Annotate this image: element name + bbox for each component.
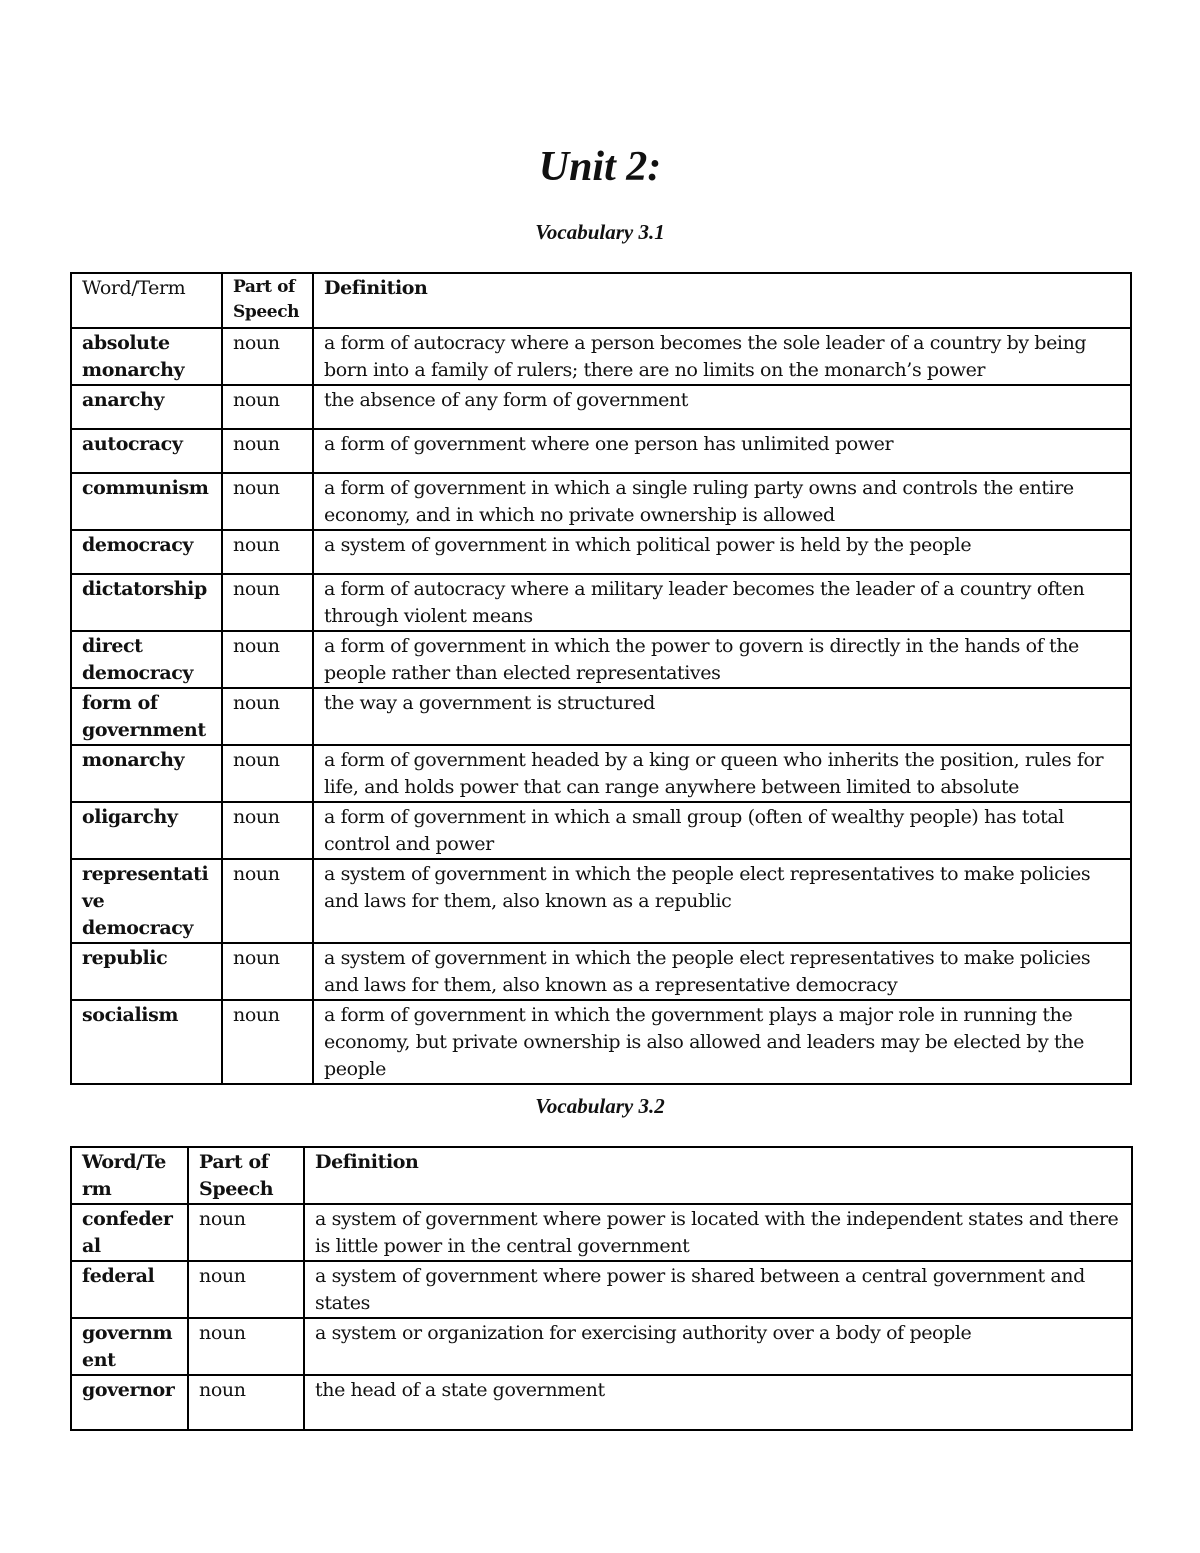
table-row	[71, 1318, 1132, 1375]
definition-cell: the head of a state government	[304, 1375, 1132, 1430]
definition-cell: a form of government where one person has unlimited power	[313, 429, 1131, 473]
table-row	[71, 943, 1131, 1000]
pos-cell: noun	[222, 473, 313, 530]
pos-cell: noun	[222, 574, 313, 631]
header-part-of-speech: Part of Speech	[222, 273, 313, 328]
definition-cell: a system of government in which the people elect representatives to make policies and laws for them, also known as a republic	[313, 859, 1131, 943]
pos-cell: noun	[188, 1375, 304, 1430]
definition-cell: a form of government in which a single ruling party owns and controls the entire economy, and in which no private ownership is allowed	[313, 473, 1131, 530]
definition-cell: a form of government headed by a king or queen who inherits the position, rules for life, and holds power that can range anywhere between limited to absolute	[313, 745, 1131, 802]
term-cell: anarchy	[71, 385, 222, 429]
term-cell: communism	[71, 473, 222, 530]
table-row	[71, 328, 1131, 385]
term-cell: form of government	[71, 688, 222, 745]
definition-cell: a system or organization for exercising authority over a body of people	[304, 1318, 1132, 1375]
table-row	[71, 745, 1131, 802]
term-cell: governm ent	[71, 1318, 188, 1375]
pos-cell: noun	[188, 1318, 304, 1375]
definition-cell: a form of autocracy where a person becomes the sole leader of a country by being born into a family of rulers; there are no limits on the monarch’s power	[313, 328, 1131, 385]
term-cell: monarchy	[71, 745, 222, 802]
pos-cell: noun	[222, 802, 313, 859]
term-cell: representati ve democracy	[71, 859, 222, 943]
definition-cell: a form of autocracy where a military leader becomes the leader of a country often through violent means	[313, 574, 1131, 631]
pos-cell: noun	[222, 328, 313, 385]
header-definition: Definition	[313, 273, 1131, 328]
term-cell: socialism	[71, 1000, 222, 1084]
vocabulary-table-3-2	[70, 1146, 1133, 1431]
definition-cell: the way a government is structured	[313, 688, 1131, 745]
term-cell: governor	[71, 1375, 188, 1430]
table-row	[71, 631, 1131, 688]
table-row	[71, 1261, 1132, 1318]
term-cell: confeder al	[71, 1204, 188, 1261]
table-row	[71, 574, 1131, 631]
term-cell: dictatorship	[71, 574, 222, 631]
section-title-vocabulary-3-1: Vocabulary 3.1	[535, 220, 665, 244]
table-header-row	[71, 1147, 1132, 1204]
header-definition: Definition	[304, 1147, 1132, 1204]
table-row	[71, 1000, 1131, 1084]
definition-cell: a form of government in which the government plays a major role in running the economy, but private ownership is also allowed and leaders may be elected by the people	[313, 1000, 1131, 1084]
definition-cell: a form of government in which a small group (often of wealthy people) has total control and power	[313, 802, 1131, 859]
pos-cell: noun	[188, 1204, 304, 1261]
term-cell: democracy	[71, 530, 222, 574]
pos-cell: noun	[222, 385, 313, 429]
definition-cell: the absence of any form of government	[313, 385, 1131, 429]
table-row	[71, 688, 1131, 745]
pos-cell: noun	[222, 530, 313, 574]
definition-cell: a system of government where power is located with the independent states and there is little power in the central government	[304, 1204, 1132, 1261]
pos-cell: noun	[222, 631, 313, 688]
table-row	[71, 802, 1131, 859]
definition-cell: a system of government in which political power is held by the people	[313, 530, 1131, 574]
section-title-vocabulary-3-2: Vocabulary 3.2	[535, 1094, 665, 1118]
pos-cell: noun	[222, 429, 313, 473]
pos-cell: noun	[222, 943, 313, 1000]
definition-cell: a system of government where power is shared between a central government and states	[304, 1261, 1132, 1318]
table-row	[71, 1375, 1132, 1430]
pos-cell: noun	[188, 1261, 304, 1318]
table-row	[71, 429, 1131, 473]
table-header-row	[71, 273, 1131, 328]
page-title: Unit 2:	[538, 144, 662, 190]
pos-cell: noun	[222, 1000, 313, 1084]
term-cell: absolute monarchy	[71, 328, 222, 385]
pos-cell: noun	[222, 859, 313, 943]
definition-cell: a system of government in which the people elect representatives to make policies and laws for them, also known as a representative democracy	[313, 943, 1131, 1000]
pos-cell: noun	[222, 745, 313, 802]
term-cell: federal	[71, 1261, 188, 1318]
term-cell: direct democracy	[71, 631, 222, 688]
table-row	[71, 859, 1131, 943]
definition-cell: a form of government in which the power to govern is directly in the hands of the people rather than elected representatives	[313, 631, 1131, 688]
table-row	[71, 530, 1131, 574]
header-word-term: Word/Te rm	[71, 1147, 188, 1204]
term-cell: autocracy	[71, 429, 222, 473]
table-row	[71, 385, 1131, 429]
header-part-of-speech: Part of Speech	[188, 1147, 304, 1204]
vocabulary-table-3-1	[70, 272, 1132, 1085]
term-cell: republic	[71, 943, 222, 1000]
term-cell: oligarchy	[71, 802, 222, 859]
pos-cell: noun	[222, 688, 313, 745]
table-row	[71, 1204, 1132, 1261]
table-row	[71, 473, 1131, 530]
header-word-term: Word/Term	[71, 273, 222, 328]
